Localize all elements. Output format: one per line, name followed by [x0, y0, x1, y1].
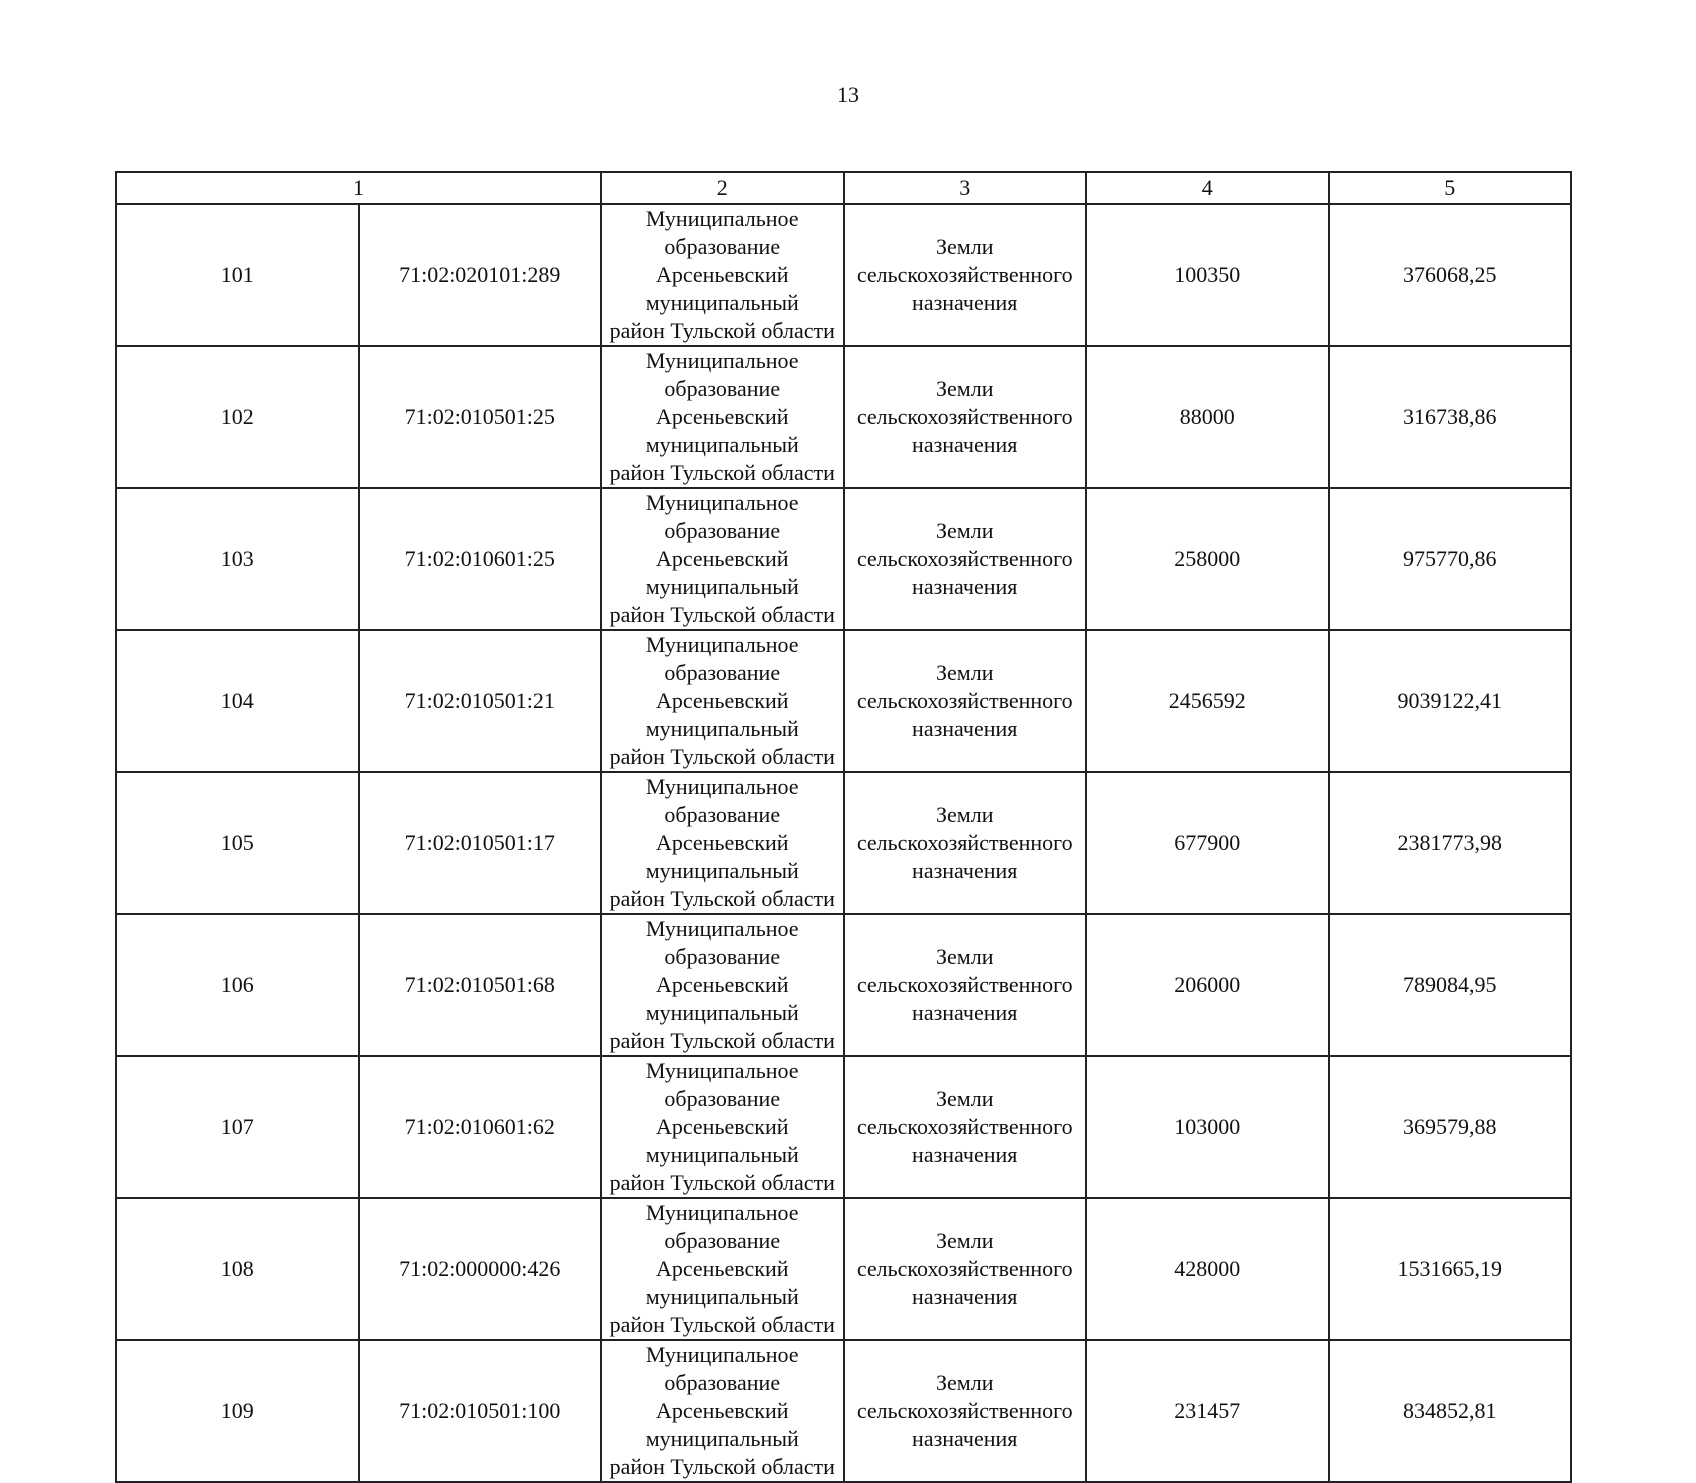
- land-category-cell: [844, 772, 1087, 914]
- owner-cell: [601, 772, 844, 914]
- category-line: Земли: [936, 944, 994, 969]
- owner-line: район Тульской области: [609, 886, 835, 911]
- area-cell: 428000: [1086, 1198, 1329, 1340]
- owner-line: Муниципальное образование: [645, 206, 799, 259]
- owner-line: Арсеньевский муниципальный: [645, 830, 799, 883]
- category-line: Земли: [936, 1086, 994, 1111]
- row-number-cell: 107: [116, 1056, 359, 1198]
- category-line: назначения: [912, 1000, 1018, 1025]
- owner-line: Муниципальное образование: [645, 1058, 799, 1111]
- category-line: сельскохозяйственного: [856, 688, 1073, 713]
- cadastral-value-cell: 369579,88: [1329, 1056, 1572, 1198]
- land-category-cell: [844, 1340, 1087, 1482]
- area-cell: 258000: [1086, 488, 1329, 630]
- header-cell-1: 1: [116, 172, 601, 204]
- category-line: Земли: [936, 1370, 994, 1395]
- category-line: Земли: [936, 1228, 994, 1253]
- area-cell: 231457: [1086, 1340, 1329, 1482]
- table-row: [116, 488, 1571, 630]
- area-cell: 100350: [1086, 204, 1329, 346]
- table-row: [116, 204, 1571, 346]
- row-number-cell: 106: [116, 914, 359, 1056]
- category-line: назначения: [912, 716, 1018, 741]
- category-line: Земли: [936, 660, 994, 685]
- table-row: [116, 914, 1571, 1056]
- table-header-row: [116, 172, 1571, 204]
- category-line: назначения: [912, 1284, 1018, 1309]
- header-cell-5: 5: [1329, 172, 1572, 204]
- land-category-cell: [844, 1198, 1087, 1340]
- category-line: назначения: [912, 1426, 1018, 1451]
- area-cell: 103000: [1086, 1056, 1329, 1198]
- owner-line: район Тульской области: [609, 1312, 835, 1337]
- owner-cell: [601, 1056, 844, 1198]
- category-line: Земли: [936, 802, 994, 827]
- header-cell-4: 4: [1086, 172, 1329, 204]
- owner-line: Муниципальное образование: [645, 348, 799, 401]
- owner-line: Арсеньевский муниципальный: [645, 1114, 799, 1167]
- category-line: сельскохозяйственного: [856, 404, 1073, 429]
- cadastral-number-cell: 71:02:000000:426: [359, 1198, 602, 1340]
- cadastral-value-cell: 1531665,19: [1329, 1198, 1572, 1340]
- header-cell-3: 3: [844, 172, 1087, 204]
- owner-line: Муниципальное образование: [645, 774, 799, 827]
- category-line: назначения: [912, 432, 1018, 457]
- cadastral-number-cell: 71:02:010501:100: [359, 1340, 602, 1482]
- owner-line: район Тульской области: [609, 318, 835, 343]
- owner-line: Муниципальное образование: [645, 632, 799, 685]
- row-number-cell: 108: [116, 1198, 359, 1340]
- owner-line: Арсеньевский муниципальный: [645, 972, 799, 1025]
- table-row: [116, 346, 1571, 488]
- owner-cell: [601, 1340, 844, 1482]
- owner-line: Арсеньевский муниципальный: [645, 688, 799, 741]
- table-row: [116, 1198, 1571, 1340]
- category-line: назначения: [912, 858, 1018, 883]
- land-plots-table: [115, 171, 1572, 1483]
- owner-line: Арсеньевский муниципальный: [645, 1398, 799, 1451]
- cadastral-value-cell: 975770,86: [1329, 488, 1572, 630]
- table-row: [116, 1056, 1571, 1198]
- category-line: сельскохозяйственного: [856, 1256, 1073, 1281]
- category-line: Земли: [936, 234, 994, 259]
- land-category-cell: [844, 488, 1087, 630]
- cadastral-number-cell: 71:02:010501:17: [359, 772, 602, 914]
- cadastral-value-cell: 9039122,41: [1329, 630, 1572, 772]
- owner-cell: [601, 914, 844, 1056]
- table-row: [116, 1340, 1571, 1482]
- owner-line: Муниципальное образование: [645, 916, 799, 969]
- row-number-cell: 104: [116, 630, 359, 772]
- page-number: 13: [837, 82, 859, 107]
- cadastral-value-cell: 834852,81: [1329, 1340, 1572, 1482]
- area-cell: 2456592: [1086, 630, 1329, 772]
- owner-line: Муниципальное образование: [645, 1200, 799, 1253]
- land-category-cell: [844, 204, 1087, 346]
- table-row: [116, 630, 1571, 772]
- area-cell: 677900: [1086, 772, 1329, 914]
- category-line: Земли: [936, 376, 994, 401]
- category-line: Земли: [936, 518, 994, 543]
- table-row: [116, 772, 1571, 914]
- cadastral-number-cell: 71:02:010501:21: [359, 630, 602, 772]
- owner-cell: [601, 1198, 844, 1340]
- land-category-cell: [844, 914, 1087, 1056]
- cadastral-number-cell: 71:02:010501:25: [359, 346, 602, 488]
- category-line: сельскохозяйственного: [856, 972, 1073, 997]
- cadastral-number-cell: 71:02:010501:68: [359, 914, 602, 1056]
- row-number-cell: 105: [116, 772, 359, 914]
- land-category-cell: [844, 1056, 1087, 1198]
- cadastral-value-cell: 2381773,98: [1329, 772, 1572, 914]
- owner-line: район Тульской области: [609, 1454, 835, 1479]
- owner-line: район Тульской области: [609, 1028, 835, 1053]
- owner-line: Муниципальное образование: [645, 490, 799, 543]
- owner-line: район Тульской области: [609, 602, 835, 627]
- table-body: [116, 172, 1571, 1482]
- owner-line: Арсеньевский муниципальный: [645, 404, 799, 457]
- owner-line: район Тульской области: [609, 460, 835, 485]
- owner-cell: [601, 488, 844, 630]
- owner-line: Арсеньевский муниципальный: [645, 262, 799, 315]
- category-line: сельскохозяйственного: [856, 1114, 1073, 1139]
- category-line: назначения: [912, 290, 1018, 315]
- owner-line: Арсеньевский муниципальный: [645, 546, 799, 599]
- row-number-cell: 101: [116, 204, 359, 346]
- owner-cell: [601, 204, 844, 346]
- area-cell: 206000: [1086, 914, 1329, 1056]
- cadastral-number-cell: 71:02:010601:25: [359, 488, 602, 630]
- cadastral-value-cell: 376068,25: [1329, 204, 1572, 346]
- owner-line: район Тульской области: [609, 1170, 835, 1195]
- category-line: назначения: [912, 574, 1018, 599]
- cadastral-value-cell: 316738,86: [1329, 346, 1572, 488]
- cadastral-number-cell: 71:02:010601:62: [359, 1056, 602, 1198]
- land-category-cell: [844, 346, 1087, 488]
- row-number-cell: 103: [116, 488, 359, 630]
- owner-line: Арсеньевский муниципальный: [645, 1256, 799, 1309]
- owner-cell: [601, 630, 844, 772]
- header-cell-2: 2: [601, 172, 844, 204]
- owner-cell: [601, 346, 844, 488]
- owner-line: Муниципальное образование: [645, 1342, 799, 1395]
- land-category-cell: [844, 630, 1087, 772]
- owner-line: район Тульской области: [609, 744, 835, 769]
- cadastral-value-cell: 789084,95: [1329, 914, 1572, 1056]
- category-line: сельскохозяйственного: [856, 546, 1073, 571]
- category-line: назначения: [912, 1142, 1018, 1167]
- category-line: сельскохозяйственного: [856, 1398, 1073, 1423]
- row-number-cell: 102: [116, 346, 359, 488]
- cadastral-number-cell: 71:02:020101:289: [359, 204, 602, 346]
- category-line: сельскохозяйственного: [856, 262, 1073, 287]
- row-number-cell: 109: [116, 1340, 359, 1482]
- area-cell: 88000: [1086, 346, 1329, 488]
- category-line: сельскохозяйственного: [856, 830, 1073, 855]
